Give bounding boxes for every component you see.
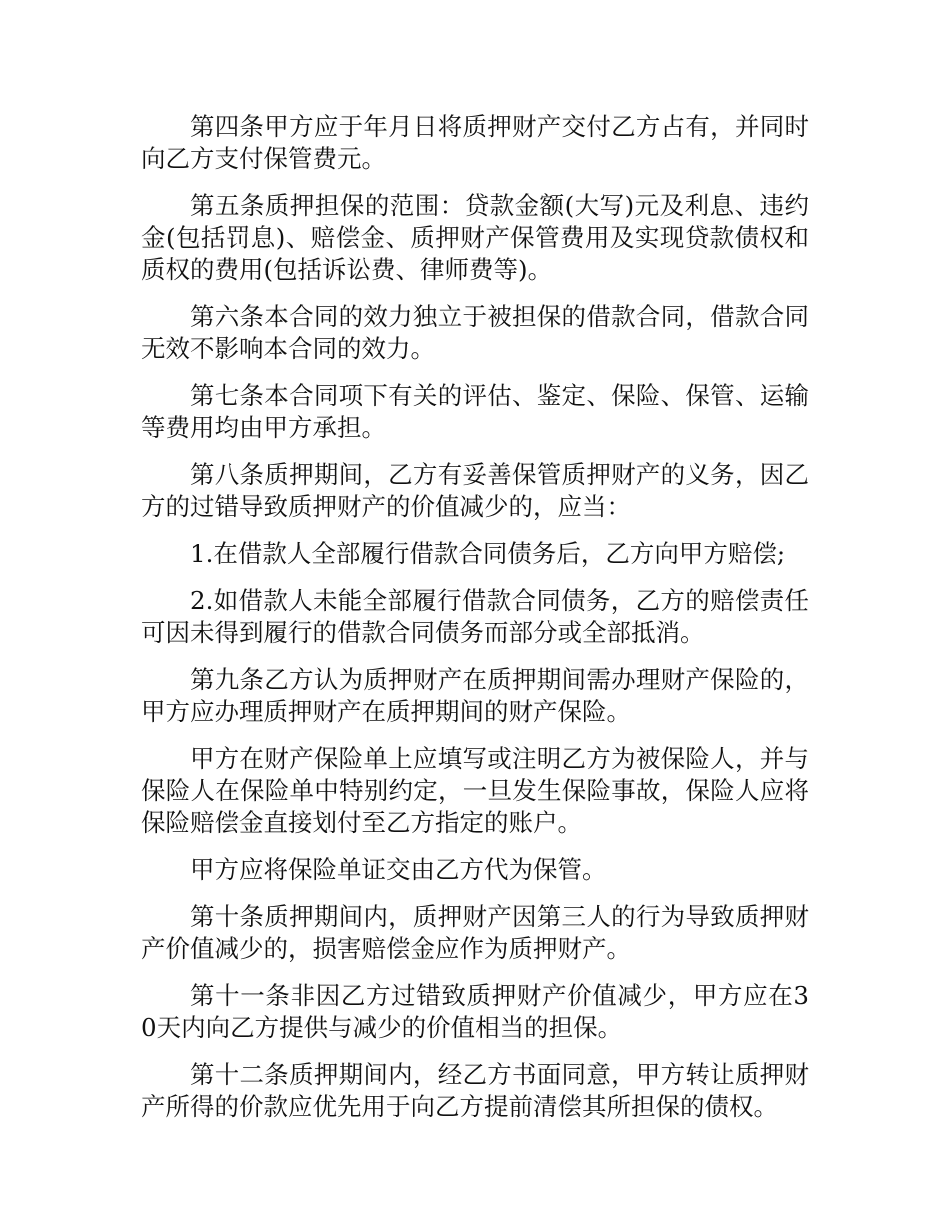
paragraph-insurance-custody: 甲方应将保险单证交由乙方代为保管。 (190, 855, 607, 884)
paragraph-article-8-item-2: 2.如借款人未能全部履行借款合同债务，乙方的赔偿责任可因未得到履行的借款合同债务而部分或全部抵消。 (141, 586, 809, 647)
paragraph-article-8-item-1: 1.在借款人全部履行借款合同债务后，乙方向甲方赔偿; (190, 539, 786, 568)
paragraph-article-9: 第九条乙方认为质押财产在质押期间需办理财产保险的，甲方应办理质押财产在质押期间的财产保险。 (141, 665, 809, 726)
paragraph-article-10: 第十条质押期间内，质押财产因第三人的行为导致质押财产价值减少的，损害赔偿金应作为质押财产。 (141, 902, 809, 963)
paragraph-article-11: 第十一条非因乙方过错致质押财产价值减少，甲方应在30天内向乙方提供与减少的价值相当的担保。 (141, 981, 809, 1042)
paragraph-article-4: 第四条甲方应于年月日将质押财产交付乙方占有，并同时向乙方支付保管费元。 (141, 112, 809, 173)
paragraph-article-5: 第五条质押担保的范围：贷款金额(大写)元及利息、违约金(包括罚息)、赔偿金、质押财产保管费用及实现贷款债权和质权的费用(包括诉讼费、律师费等)。 (141, 191, 809, 284)
paragraph-article-6: 第六条本合同的效力独立于被担保的借款合同，借款合同无效不影响本合同的效力。 (141, 302, 809, 363)
document-body (141, 111, 809, 1138)
paragraph-article-12: 第十二条质押期间内，经乙方书面同意，甲方转让质押财产所得的价款应优先用于向乙方提前清偿其所担保的债权。 (141, 1060, 809, 1121)
paragraph-article-7: 第七条本合同项下有关的评估、鉴定、保险、保管、运输等费用均由甲方承担。 (141, 381, 809, 442)
paragraph-insurance-beneficiary: 甲方在财产保险单上应填写或注明乙方为被保险人，并与保险人在保险单中特别约定，一旦发生保险事故，保险人应将保险赔偿金直接划付至乙方指定的账户。 (141, 744, 809, 837)
paragraph-article-8: 第八条质押期间，乙方有妥善保管质押财产的义务，因乙方的过错导致质押财产的价值减少的，应当： (141, 460, 809, 521)
